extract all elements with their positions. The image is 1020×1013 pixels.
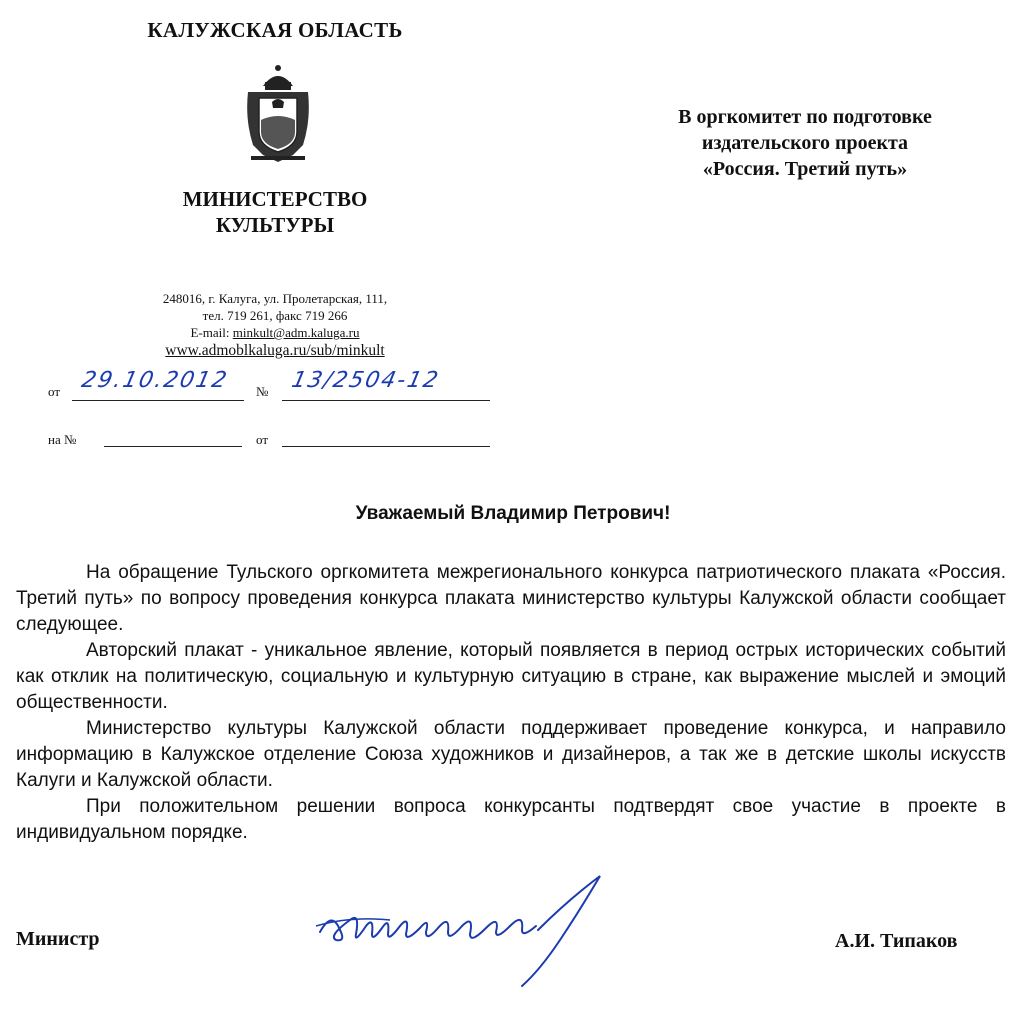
reply-date-underline (282, 446, 490, 447)
date-underline (72, 400, 244, 401)
coat-of-arms-icon (243, 60, 313, 170)
reply-number-underline (104, 446, 242, 447)
email-row (20, 324, 530, 341)
region-title: КАЛУЖСКАЯ ОБЛАСТЬ (147, 18, 403, 42)
phone: тел. 719 261, факс 719 266 (202, 308, 348, 323)
greeting: Уважаемый Владимир Петрович! (355, 503, 671, 524)
contact-block (20, 290, 530, 341)
reply-number-label: на № (48, 432, 77, 447)
signatory-title: Министр (16, 928, 100, 950)
ministry-line-2: КУЛЬТУРЫ (215, 213, 335, 237)
addressee-line-1: В оргкомитет по подготовке (678, 106, 932, 128)
handwritten-number: 13/2504-12 (289, 368, 442, 393)
paragraph-3: Министерство культуры Калужской области поддерживает проведение конкурса, и направило информацию в Калужское отделение Союза художников и дизайнеров, а так же в детские школы искусств Калуги и Калужской области. (16, 718, 1006, 791)
email-link[interactable]: minkult@adm.kaluga.ru (232, 325, 360, 340)
letter-body (16, 560, 1006, 846)
ministry-line-1: МИНИСТЕРСТВО (182, 187, 368, 211)
addressee-line-2: издательского проекта (701, 132, 909, 154)
address: 248016, г. Калуга, ул. Пролетарская, 111, (162, 291, 388, 306)
addressee-line-3: «Россия. Третий путь» (702, 158, 908, 180)
handwritten-date: 29.10.2012 (79, 368, 231, 393)
email-label: E-mail: (190, 325, 233, 340)
handwritten-signature (310, 870, 610, 990)
addressee-block (600, 104, 1010, 182)
website-row (20, 342, 530, 360)
number-underline (282, 400, 490, 401)
reply-from-label: от (256, 432, 269, 447)
paragraph-1: На обращение Тульского оргкомитета межрегионального конкурса патриотического плаката «Россия. Третий путь» по вопросу проведения конкурса плаката министерство культуры Калужской области сообщает следующее. (16, 562, 1006, 635)
number-label: № (256, 384, 269, 399)
website-link[interactable]: www.admoblkaluga.ru/sub/minkult (165, 342, 385, 359)
from-label: от (48, 384, 61, 399)
ministry-name (20, 186, 530, 238)
signatory-name: А.И. Типаков (835, 930, 958, 952)
paragraph-2: Авторский плакат - уникальное явление, который появляется в период острых исторических событий как отклик на политическую, социальную и культурную ситуацию в стране, как выражение мыслей и эмоций общественности. (16, 640, 1006, 713)
paragraph-4: При положительном решении вопроса конкурсанты подтвердят свое участие в проекте в индивидуальном порядке. (16, 796, 1006, 843)
